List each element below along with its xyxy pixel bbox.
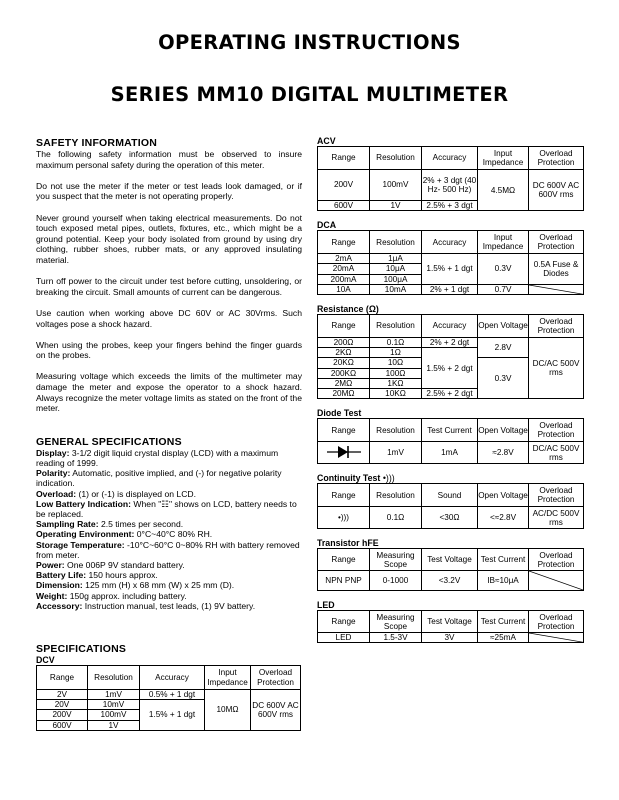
table-cell: Overload Protection xyxy=(529,231,584,254)
dca-title: DCA xyxy=(317,220,337,231)
resistance-table xyxy=(317,314,584,399)
table-cell: 20mA xyxy=(318,264,370,274)
table-cell: Test Current xyxy=(422,419,478,442)
table-cell: 1.5% + 1 dgt xyxy=(140,700,205,731)
resistance-title: Resistance (Ω) xyxy=(317,304,379,315)
spec-item: Operating Environment: 0°C~40°C 80% RH. xyxy=(36,529,213,540)
spec-item: Sampling Rate: 2.5 times per second. xyxy=(36,519,184,530)
table-cell: Input Impedance xyxy=(205,666,251,690)
table-cell: Open Voltage xyxy=(478,484,529,507)
table-cell: Accuracy xyxy=(140,666,205,690)
table-cell: 200mA xyxy=(318,274,370,284)
table-cell: Accuracy xyxy=(422,315,478,338)
table-cell: 2% + 1 dgt xyxy=(422,284,478,294)
safety-para: Never ground yourself when taking electrical measurements. Do not touch exposed metal pipes, outlets, fixtures, etc., which might be a ground potential. Keep your body isolated from ground by using dry clothing, rubber shoes, rubber mats, or any approved insulating material. xyxy=(36,212,302,265)
table-cell: Range xyxy=(318,611,370,633)
table-cell: Overload Protection xyxy=(529,484,584,507)
table-cell: 10A xyxy=(318,284,370,294)
safety-heading: SAFETY INFORMATION xyxy=(36,137,158,149)
left-column xyxy=(36,137,302,611)
table-cell: 1mA xyxy=(422,442,478,464)
dcv-table xyxy=(36,665,301,731)
continuity-table xyxy=(317,483,584,529)
table-cell: 1mV xyxy=(88,690,140,700)
table-cell: 10mA xyxy=(370,284,422,294)
empty-cell xyxy=(529,571,584,591)
table-cell: 1.5% + 1 dgt xyxy=(422,254,478,285)
table-cell: Overload Protection xyxy=(529,549,584,571)
diode-icon xyxy=(318,442,370,464)
table-cell: Range xyxy=(318,231,370,254)
table-cell: Test Voltage xyxy=(422,549,478,571)
safety-para: Measuring voltage which exceeds the limits of the multimeter may damage the meter and expose the operator to a shock hazard. Always recognize the meter voltage limits as stated on the front of the meter. xyxy=(36,371,302,414)
table-cell: Accuracy xyxy=(422,231,478,254)
transistor-title: Transistor hFE xyxy=(317,538,379,549)
spec-item: Accessory: Instruction manual, test leads, (1) 9V battery. xyxy=(36,600,256,611)
table-cell: 100μA xyxy=(370,274,422,284)
table-cell: Measuring Scope xyxy=(370,611,422,633)
table-cell: 200Ω xyxy=(318,338,370,348)
table-cell: 0.1Ω xyxy=(370,338,422,348)
spec-item: Overload: (1) or (-1) is displayed on LCD. xyxy=(36,488,197,499)
table-cell: 1Ω xyxy=(370,348,422,358)
table-cell: Open Voltage xyxy=(478,419,529,442)
safety-para: Turn off power to the circuit under test before cutting, unsoldering, or breaking the circuit. Small amounts of current can be dangerous. xyxy=(36,276,302,297)
table-cell: Overload Protection xyxy=(529,611,584,633)
table-cell: 10Ω xyxy=(370,358,422,368)
transistor-table xyxy=(317,548,584,591)
table-cell: <30Ω xyxy=(422,507,478,529)
table-cell: 1V xyxy=(370,201,422,211)
spec-item: Storage Temperature: -10°C~60°C 0~80% RH with battery removed from meter. xyxy=(36,539,300,560)
led-title: LED xyxy=(317,600,335,611)
spec-item: Weight: 150g approx. including battery. xyxy=(36,590,187,601)
table-cell: Test Current xyxy=(478,611,529,633)
table-cell: 100mV xyxy=(88,710,140,720)
title-operating-instructions: OPERATING INSTRUCTIONS xyxy=(158,31,461,54)
table-cell: 1mV xyxy=(370,442,422,464)
table-cell: 0.5% + 1 dgt xyxy=(140,690,205,700)
specifications-section xyxy=(36,643,302,731)
specifications-heading: SPECIFICATIONS xyxy=(36,643,127,655)
table-cell: Range xyxy=(37,666,88,690)
table-cell: 2% + 3 dgt (40 Hz- 500 Hz) xyxy=(422,170,478,201)
safety-para: Use caution when working above DC 60V or AC 30Vrms. Such voltages pose a shock hazard. xyxy=(36,307,302,329)
table-cell: 1.5-3V xyxy=(370,633,422,643)
table-cell: 0.3V xyxy=(478,358,529,399)
table-cell: NPN PNP xyxy=(318,571,370,591)
general-list xyxy=(36,448,302,611)
spec-item: Polarity: Automatic, positive implied, and (-) for negative polarity indication. xyxy=(36,468,282,489)
table-cell: 10MΩ xyxy=(205,690,251,731)
table-cell: 2MΩ xyxy=(318,378,370,388)
spec-item: Power: One 006P 9V standard battery. xyxy=(36,560,185,571)
table-cell: 200V xyxy=(37,710,88,720)
spec-item: Dimension: 125 mm (H) x 68 mm (W) x 25 mm (D). xyxy=(36,580,235,591)
table-cell: AC/DC 500V rms xyxy=(529,507,584,529)
table-cell: 100Ω xyxy=(370,368,422,378)
table-cell: 2.5% + 2 dgt xyxy=(422,389,478,399)
acv-title: ACV xyxy=(317,136,336,146)
table-cell: Resolution xyxy=(370,231,422,254)
table-cell: 2.5% + 3 dgt xyxy=(422,201,478,211)
continuity-title: Continuity Test •))) xyxy=(317,473,395,484)
table-cell: 2KΩ xyxy=(318,348,370,358)
table-cell: Range xyxy=(318,419,370,442)
safety-para: When using the probes, keep your fingers behind the finger guards on the probes. xyxy=(36,339,302,361)
table-cell: 200V xyxy=(318,170,370,201)
title-series: SERIES MM10 DIGITAL MULTIMETER xyxy=(110,83,509,106)
table-cell: Range xyxy=(318,484,370,507)
table-cell: 2% + 2 dgt xyxy=(422,338,478,348)
table-cell: Sound xyxy=(422,484,478,507)
table-cell: 20KΩ xyxy=(318,358,370,368)
beeper-icon: •))) xyxy=(382,473,395,484)
table-cell: Overload Protection xyxy=(529,315,584,338)
table-cell: Resolution xyxy=(370,419,422,442)
table-cell: Range xyxy=(318,315,370,338)
table-cell: DC 600V AC 600V rms xyxy=(251,690,301,731)
table-cell: 1.5% + 2 dgt xyxy=(422,348,478,389)
right-column xyxy=(317,136,585,643)
acv-table xyxy=(317,146,584,211)
table-cell: 2.8V xyxy=(478,338,529,358)
table-cell: Test Voltage xyxy=(422,611,478,633)
table-cell: Resolution xyxy=(88,666,140,690)
table-cell: Overload Protection xyxy=(529,147,584,170)
table-cell: 0.7V xyxy=(478,284,529,294)
table-cell: <3.2V xyxy=(422,571,478,591)
table-cell: 0.3V xyxy=(478,254,529,285)
spec-item: Display: 3-1/2 digit liquid crystal display (LCD) with a maximum reading of 1999. xyxy=(36,447,279,469)
table-cell: LED xyxy=(318,633,370,643)
table-cell: 10KΩ xyxy=(370,389,422,399)
table-cell: Input Impedance xyxy=(478,147,529,170)
diode-title: Diode Test xyxy=(317,408,362,419)
table-cell: 100mV xyxy=(370,170,422,201)
spec-item: Low Battery Indication: When "☷" shows on LCD, battery needs to be replaced. xyxy=(36,498,297,520)
table-cell: Input Impedance xyxy=(478,231,529,254)
dca-table xyxy=(317,230,584,295)
safety-para: The following safety information must be observed to insure maximum personal safety during the operation of this meter. xyxy=(36,149,302,170)
table-cell: Overload Protection xyxy=(251,666,301,690)
general-heading: GENERAL SPECIFICATIONS xyxy=(36,435,182,448)
table-cell: 4.5MΩ xyxy=(478,170,529,211)
dcv-title: DCV xyxy=(36,655,55,665)
table-cell: Accuracy xyxy=(422,147,478,170)
table-cell: ≈25mA xyxy=(478,633,529,643)
table-cell: Resolution xyxy=(370,484,422,507)
table-cell: DC 600V AC 600V rms xyxy=(529,170,584,211)
table-cell: Range xyxy=(318,147,370,170)
table-cell: ≈2.8V xyxy=(478,442,529,464)
table-cell: 0.1Ω xyxy=(370,507,422,529)
table-cell: <≈2.8V xyxy=(478,507,529,529)
spec-item: Battery Life: 150 hours approx. xyxy=(36,570,158,581)
table-cell: 600V xyxy=(318,201,370,211)
table-cell: Measuring Scope xyxy=(370,549,422,571)
table-cell: 2mA xyxy=(318,254,370,264)
table-cell: Range xyxy=(318,549,370,571)
led-table xyxy=(317,610,584,643)
table-cell: DC/AC 500V rms xyxy=(529,338,584,399)
table-cell: 10mV xyxy=(88,700,140,710)
table-cell: 1V xyxy=(88,720,140,730)
table-cell: Test Current xyxy=(478,549,529,571)
table-cell: 1μA xyxy=(370,254,422,264)
table-cell: 0.5A Fuse & Diodes xyxy=(529,254,584,285)
table-cell: 200KΩ xyxy=(318,368,370,378)
beeper-icon: •))) xyxy=(318,507,370,529)
empty-cell xyxy=(529,284,584,294)
safety-para: Do not use the meter if the meter or test leads look damaged, or if you suspect that the meter is not operating properly. xyxy=(36,180,302,202)
table-cell: 1KΩ xyxy=(370,378,422,388)
table-cell: 2V xyxy=(37,690,88,700)
table-cell: IB≈10μA xyxy=(478,571,529,591)
table-cell: 600V xyxy=(37,720,88,730)
table-cell: DC/AC 500V rms xyxy=(529,442,584,464)
table-cell: 20MΩ xyxy=(318,389,370,399)
table-cell: Resolution xyxy=(370,147,422,170)
table-cell: Resolution xyxy=(370,315,422,338)
table-cell: 3V xyxy=(422,633,478,643)
diode-table xyxy=(317,418,584,464)
table-cell: Overload Protection xyxy=(529,419,584,442)
table-cell: Open Voltage xyxy=(478,315,529,338)
table-cell: 20V xyxy=(37,700,88,710)
table-cell: 0-1000 xyxy=(370,571,422,591)
empty-cell xyxy=(529,633,584,643)
table-cell: 10μA xyxy=(370,264,422,274)
